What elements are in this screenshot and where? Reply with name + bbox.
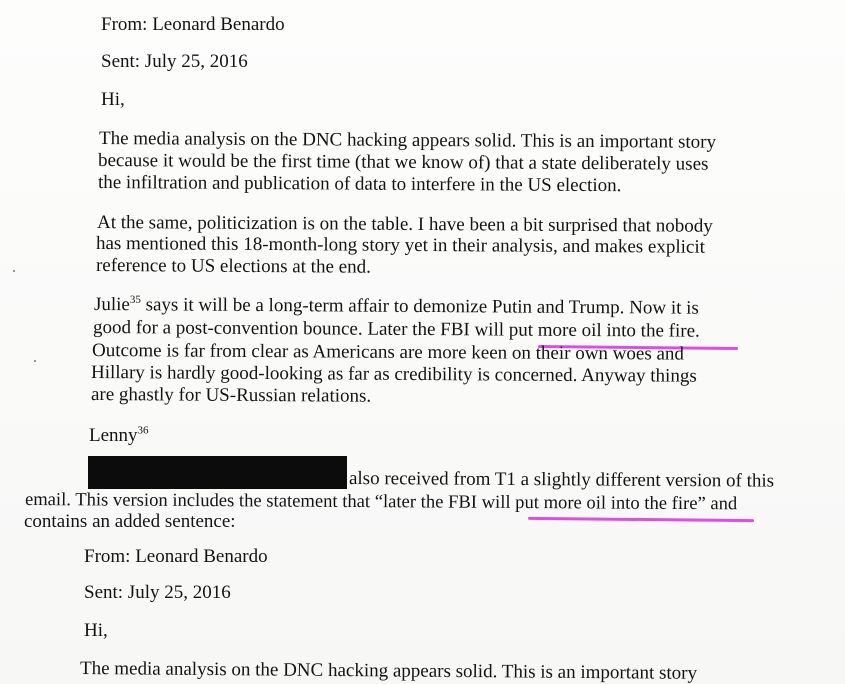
footnote-ref-name: Julie [93, 294, 130, 316]
email2-p1-line1: The media analysis on the DNC hacking appears solid. This is an important story [79, 658, 698, 684]
email1-p3-line2: good for a post-convention bounce. Later the FBI will put more oil into the fire. [92, 317, 700, 342]
email1-signature [89, 425, 149, 447]
email1-sent: Sent: July 25, 2016 [101, 51, 248, 72]
redaction-block [88, 456, 347, 489]
narrative-line3: contains an added sentence: [24, 511, 236, 532]
email1-from: From: Leonard Benardo [101, 14, 285, 35]
p3-line1-rest: says it will be a long-term affair to demonize Putin and Trump. Now it is [140, 294, 699, 319]
email1-p2-line1: At the same, politicization is on the table. I have been a bit surprised that nobody [96, 212, 713, 237]
email2-from: From: Leonard Benardo [84, 546, 268, 567]
email1-p2-line2: has mentioned this 18-month-long story yet in their analysis, and makes explicit [95, 233, 706, 258]
email1-p3-line3: Outcome is far from clear as Americans are more keen on their own woes and [91, 340, 685, 365]
email1-p2-line3: reference to US elections at the end. [95, 255, 371, 278]
scan-speck [13, 270, 15, 272]
narrative-line2: email. This version includes the statement that “later the FBI will put more oil into the fire” and [24, 489, 738, 515]
narrative-line1: also received from T1 a slightly different version of this [348, 468, 775, 492]
highlight-underline-2 [528, 517, 754, 522]
footnote-35: 35 [129, 293, 141, 306]
signature-name: Lenny [89, 425, 138, 446]
email1-p1-line2: because it would be the first time (that we know of) that a state deliberately uses [97, 150, 709, 175]
email1-p1-line3: the infiltration and publication of data to interfere in the US election. [97, 172, 622, 197]
email1-p3-line1 [94, 294, 699, 320]
scan-speck [34, 360, 36, 362]
email2-greeting: Hi, [84, 620, 108, 641]
footnote-36: 36 [137, 424, 149, 437]
email1-p3-line5: are ghastly for US-Russian relations. [90, 384, 372, 407]
email1-greeting: Hi, [101, 89, 125, 110]
email2-sent: Sent: July 25, 2016 [84, 582, 231, 603]
email1-p3-line4: Hillary is hardly good-looking as far as credibility is concerned. Anyway things [90, 362, 697, 387]
email1-p1-line1: The media analysis on the DNC hacking appears solid. This is an important story [98, 128, 717, 153]
